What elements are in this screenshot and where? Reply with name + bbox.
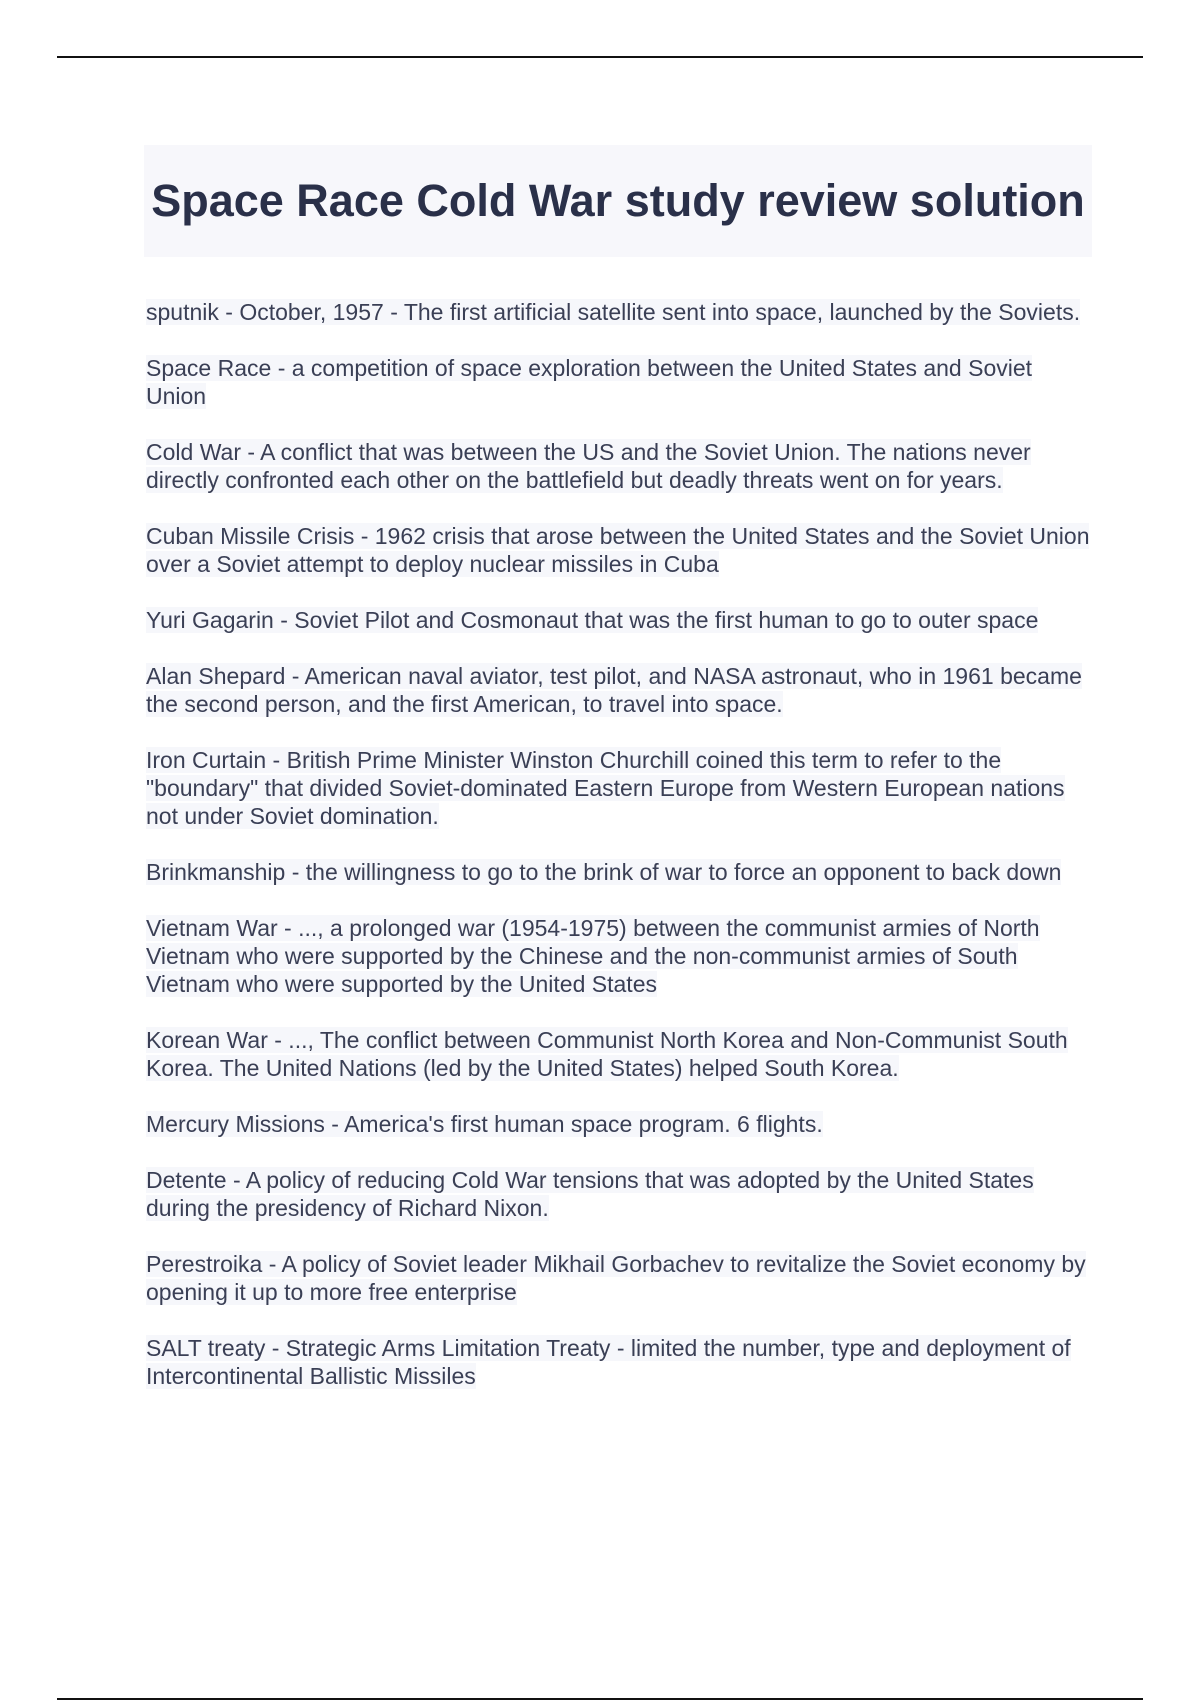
entry-yuri-gagarin: Yuri Gagarin - Soviet Pilot and Cosmonaut that was the first human to go to outer space [146, 607, 1039, 633]
entry-iron-curtain: Iron Curtain - British Prime Minister Winston Churchill coined this term to refer to the "boundary" that divided Soviet-dominated Eastern Europe from Western European nations not under Soviet domination. [146, 747, 1065, 829]
entry-list [146, 298, 1096, 1418]
entry-detente: Detente - A policy of reducing Cold War tensions that was adopted by the United States during the presidency of Richard Nixon. [146, 1167, 1034, 1221]
page-title: Space Race Cold War study review solution [151, 175, 1085, 226]
entry-sputnik: sputnik - October, 1957 - The first artificial satellite sent into space, launched by the Soviets. [146, 299, 1081, 325]
entry-mercury-missions: Mercury Missions - America's first human space program. 6 flights. [146, 1111, 823, 1137]
entry-space-race: Space Race - a competition of space exploration between the United States and Soviet Union [146, 355, 1033, 409]
entry-brinkmanship: Brinkmanship - the willingness to go to the brink of war to force an opponent to back down [146, 859, 1062, 885]
entry-alan-shepard: Alan Shepard - American naval aviator, test pilot, and NASA astronaut, who in 1961 became the second person, and the first American, to travel into space. [146, 663, 1082, 717]
entry-salt-treaty: SALT treaty - Strategic Arms Limitation Treaty - limited the number, type and deployment of Intercontinental Ballistic Missiles [146, 1335, 1071, 1389]
entry-vietnam-war: Vietnam War - ..., a prolonged war (1954-1975) between the communist armies of North Vietnam who were supported by the Chinese and the non-communist armies of South Vietnam who were supported by the United States [146, 915, 1040, 997]
title-banner [144, 145, 1092, 257]
top-rule [57, 56, 1143, 58]
entry-perestroika: Perestroika - A policy of Soviet leader Mikhail Gorbachev to revitalize the Soviet economy by opening it up to more free enterprise [146, 1251, 1086, 1305]
entry-cuban-missile-crisis: Cuban Missile Crisis - 1962 crisis that arose between the United States and the Soviet Union over a Soviet attempt to deploy nuclear missiles in Cuba [146, 523, 1090, 577]
entry-korean-war: Korean War - ..., The conflict between Communist North Korea and Non-Communist South Korea. The United Nations (led by the United States) helped South Korea. [146, 1027, 1068, 1081]
entry-cold-war: Cold War - A conflict that was between the US and the Soviet Union. The nations never directly confronted each other on the battlefield but deadly threats went on for years. [146, 439, 1031, 493]
